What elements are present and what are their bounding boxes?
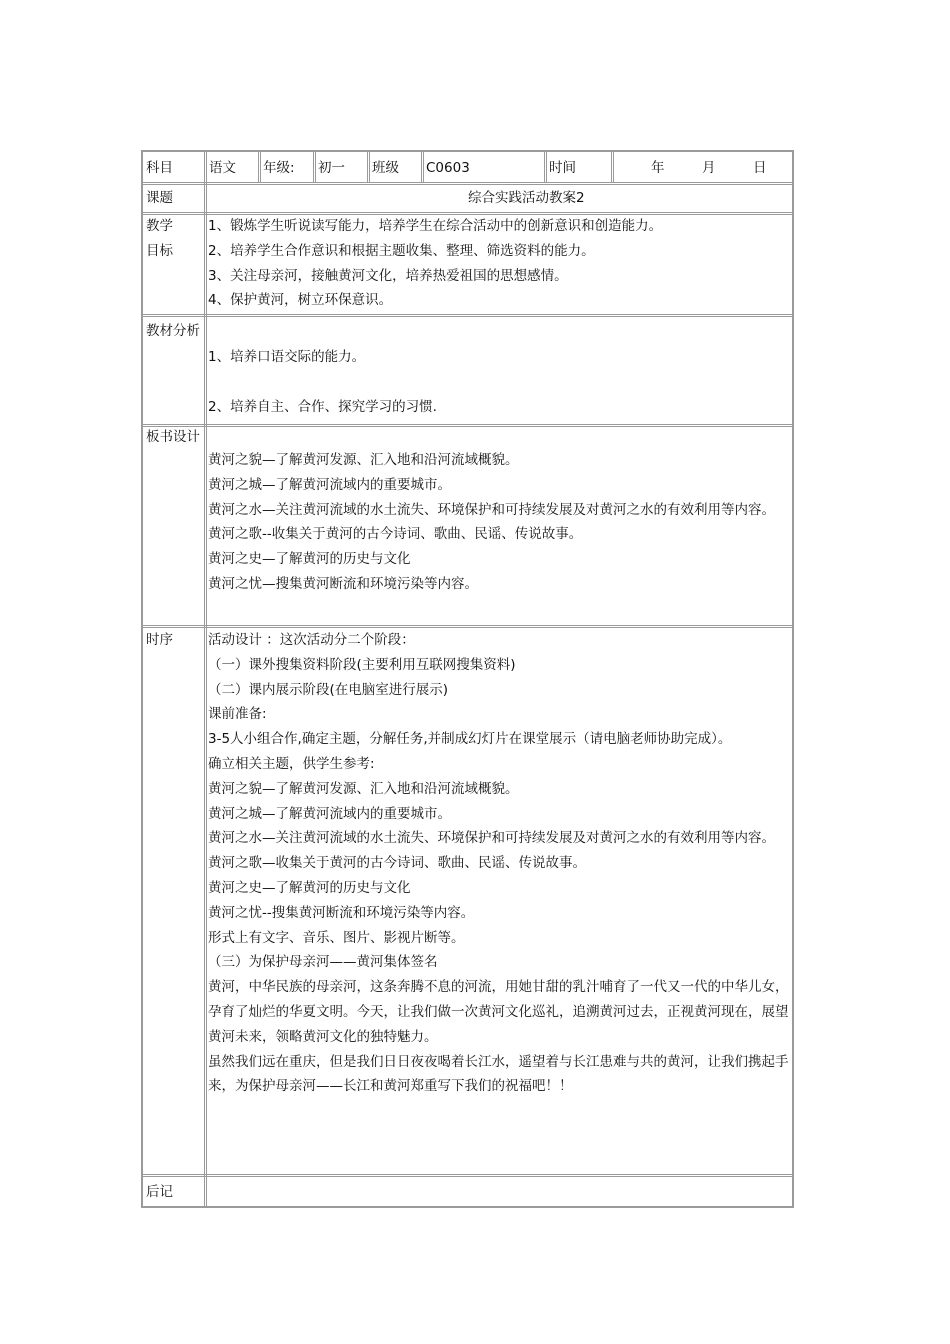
topic-title: 综合实践活动教案2 bbox=[468, 190, 585, 206]
grade-value: 初一 bbox=[318, 160, 345, 176]
column-divider bbox=[313, 152, 316, 182]
sequence-item: 3-5人小组合作,确定主题，分解任务,并制成幻灯片在课堂展示（请电脑老师协助完成）。 bbox=[208, 731, 732, 748]
board-label: 板书设计 bbox=[146, 429, 200, 445]
month-label: 月 bbox=[702, 160, 716, 176]
subject-label: 科目 bbox=[146, 160, 173, 176]
column-divider bbox=[544, 152, 547, 182]
sequence-item: 形式上有文字、音乐、图片、影视片断等。 bbox=[208, 929, 465, 946]
sequence-item: （一）课外搜集资料阶段(主要利用互联网搜集资料) bbox=[208, 656, 516, 673]
board-item: 黄河之史—了解黄河的历史与文化 bbox=[208, 551, 411, 568]
sequence-item: （二）课内展示阶段(在电脑室进行展示) bbox=[208, 681, 449, 698]
sequence-item: 黄河之城—了解黄河流域内的重要城市。 bbox=[208, 805, 451, 822]
column-divider bbox=[611, 152, 614, 182]
row-divider bbox=[143, 424, 792, 427]
class-label: 班级 bbox=[372, 160, 399, 176]
sequence-item: 黄河，中华民族的母亲河，这条奔腾不息的河流，用她甘甜的乳汁哺育了一代又一代的中华儿女，孕育了灿烂的华夏文明。今天，让我们做一次黄河文化巡礼，追溯黄河过去，正视黄河现在，展望黄河未来，领略黄河文化的独特魅力。 bbox=[208, 979, 789, 1045]
goals-list bbox=[208, 214, 793, 313]
subject-value: 语文 bbox=[209, 160, 236, 176]
sequence-label: 时序 bbox=[146, 632, 173, 648]
analysis-label: 教材分析 bbox=[146, 323, 200, 339]
sequence-item: 活动设计 ：这次活动分二个阶段： bbox=[208, 632, 415, 648]
column-divider bbox=[421, 152, 424, 182]
column-divider bbox=[367, 152, 370, 182]
goal-item: 3、关注母亲河，接触黄河文化，培养热爱祖国的思想感情。 bbox=[208, 267, 568, 284]
goal-item: 1、锻炼学生听说读写能力，培养学生在综合活动中的创新意识和创造能力。 bbox=[208, 218, 663, 234]
column-divider bbox=[258, 152, 261, 182]
row-divider bbox=[143, 314, 792, 317]
row-divider bbox=[143, 1174, 792, 1177]
sequence-item: 黄河之史—了解黄河的历史与文化 bbox=[208, 879, 411, 896]
sequence-item: 确立相关主题，供学生参考: bbox=[208, 755, 375, 772]
grade-label: 年级: bbox=[263, 160, 295, 176]
sequence-item: 黄河之水—关注黄河流域的水土流失、环境保护和可持续发展及对黄河之水的有效利用等内容。 bbox=[208, 830, 775, 847]
board-item: 黄河之忧—搜集黄河断流和环境污染等内容。 bbox=[208, 575, 478, 592]
analysis-item: 2、培养自主、合作、探究学习的习惯. bbox=[208, 399, 437, 415]
sequence-item: 黄河之貌—了解黄河发源、汇入地和沿河流域概貌。 bbox=[208, 780, 519, 797]
column-divider bbox=[204, 152, 207, 1208]
board-item: 黄河之水—关注黄河流域的水土流失、环境保护和可持续发展及对黄河之水的有效利用等内容。 bbox=[208, 501, 775, 518]
board-list bbox=[208, 448, 793, 597]
year-label: 年 bbox=[651, 160, 665, 176]
sequence-item: （三）为保护母亲河——黄河集体签名 bbox=[208, 954, 438, 971]
day-label: 日 bbox=[753, 160, 767, 176]
sequence-item: 黄河之忧--搜集黄河断流和环境污染等内容。 bbox=[208, 904, 475, 921]
sequence-item: 虽然我们远在重庆，但是我们日日夜夜喝着长江水，遥望着与长江患难与共的黄河，让我们携起手来，为保护母亲河——长江和黄河郑重写下我们的祝福吧！！ bbox=[208, 1053, 789, 1095]
sequence-item: 黄河之歌—收集关于黄河的古今诗词、歌曲、民谣、传说故事。 bbox=[208, 855, 586, 872]
row-divider bbox=[143, 182, 792, 185]
notes-label: 后记 bbox=[146, 1184, 173, 1200]
analysis-item: 1、培养口语交际的能力。 bbox=[208, 349, 366, 365]
board-item: 黄河之城—了解黄河流域内的重要城市。 bbox=[208, 476, 451, 493]
goal-item: 2、培养学生合作意识和根据主题收集、整理、筛选资料的能力。 bbox=[208, 242, 595, 259]
lesson-plan-table bbox=[141, 150, 794, 1208]
board-item: 黄河之歌--收集关于黄河的古今诗词、歌曲、民谣、传说故事。 bbox=[208, 526, 583, 543]
goals-label: 教学 目标 bbox=[146, 218, 173, 259]
sequence-list bbox=[208, 628, 793, 1099]
class-value: C0603 bbox=[426, 160, 470, 176]
sequence-item: 课前准备: bbox=[208, 706, 267, 723]
goal-item: 4、保护黄河，树立环保意识。 bbox=[208, 292, 393, 309]
board-item: 黄河之貌—了解黄河发源、汇入地和沿河流域概貌。 bbox=[208, 452, 519, 468]
time-label: 时间 bbox=[549, 160, 576, 176]
topic-label: 课题 bbox=[146, 190, 173, 206]
